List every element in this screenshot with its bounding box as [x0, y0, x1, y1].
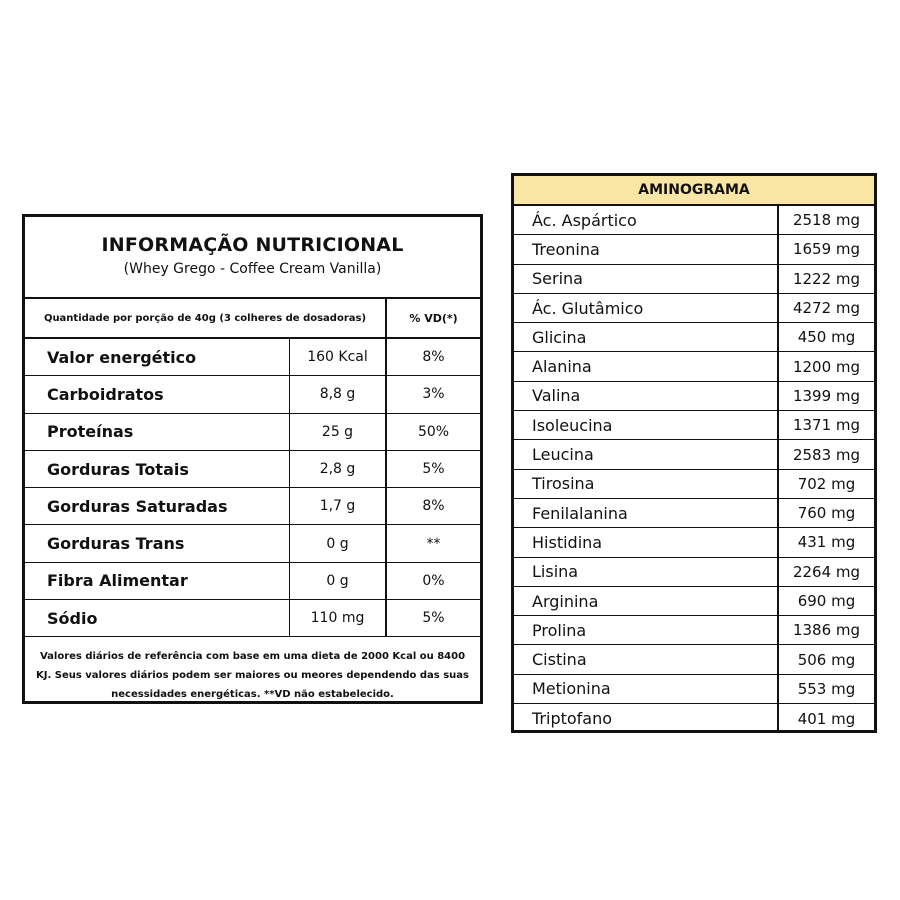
- nutrient-row: [25, 600, 480, 637]
- amino-acid-value: 2518 mg: [792, 211, 861, 230]
- amino-acid-name: Cistina: [514, 645, 779, 673]
- aminogram-table: [511, 173, 877, 733]
- amino-acid-value: 506 mg: [797, 650, 856, 669]
- nutrition-header: [25, 217, 480, 299]
- nutrient-vd: 5%: [422, 610, 445, 627]
- amino-acid-value: 1222 mg: [792, 269, 861, 288]
- nutrient-row: [25, 525, 480, 562]
- nutrition-title: INFORMAÇÃO NUTRICIONAL: [101, 234, 404, 256]
- nutrient-row: [25, 376, 480, 413]
- amino-acid-name: Treonina: [514, 235, 779, 263]
- amino-acid-value: 431 mg: [797, 533, 856, 552]
- amino-acid-name: Tirosina: [514, 470, 779, 498]
- nutrient-row: [25, 563, 480, 600]
- vd-header: % VD(*): [409, 311, 458, 325]
- nutrient-amount: 1,7 g: [290, 488, 387, 524]
- amino-acid-value: 690 mg: [797, 592, 856, 610]
- nutrient-vd: 3%: [422, 386, 445, 403]
- nutrient-name: Gorduras Trans: [25, 525, 290, 561]
- amino-acid-row: [514, 323, 874, 352]
- nutrient-amount: 8,8 g: [290, 376, 387, 412]
- nutrient-name: Gorduras Saturadas: [25, 488, 290, 524]
- amino-acid-row: [514, 411, 874, 440]
- amino-acid-name: Valina: [514, 382, 779, 410]
- nutrient-amount: 0 g: [290, 525, 387, 561]
- amino-acid-value: 401 mg: [797, 709, 856, 728]
- amino-acid-name: Triptofano: [514, 704, 779, 733]
- amino-acid-row: [514, 499, 874, 528]
- amino-acid-row: [514, 587, 874, 616]
- nutrient-rows: [25, 339, 480, 637]
- nutrient-name: Proteínas: [25, 414, 290, 450]
- amino-acid-row: [514, 352, 874, 381]
- amino-acid-value: 4272 mg: [792, 299, 861, 318]
- nutrient-row: [25, 451, 480, 488]
- amino-acid-row: [514, 675, 874, 704]
- nutrient-row: [25, 414, 480, 451]
- nutrient-vd: 50%: [417, 423, 450, 440]
- amino-acid-row: [514, 265, 874, 294]
- nutrient-name: Sódio: [25, 600, 290, 636]
- amino-acid-name: Ác. Aspártico: [514, 206, 779, 234]
- nutrient-row: [25, 488, 480, 525]
- nutrient-vd: 0%: [422, 572, 445, 589]
- nutrient-name: Fibra Alimentar: [25, 563, 290, 599]
- amino-acid-name: Arginina: [514, 587, 779, 615]
- amino-acid-name: Leucina: [514, 440, 779, 468]
- amino-acid-name: Fenilalanina: [514, 499, 779, 527]
- amino-acid-value: 1200 mg: [792, 357, 861, 376]
- nutrient-name: Carboidratos: [25, 376, 290, 412]
- amino-acid-name: Metionina: [514, 675, 779, 703]
- amino-acid-row: [514, 382, 874, 411]
- amino-acid-row: [514, 528, 874, 557]
- nutrient-amount: 160 Kcal: [290, 339, 387, 375]
- nutrient-vd: 8%: [422, 349, 445, 366]
- amino-acid-value: 702 mg: [797, 474, 856, 493]
- amino-acid-name: Prolina: [514, 616, 779, 644]
- nutrient-row: [25, 339, 480, 376]
- amino-acid-value: 1659 mg: [792, 240, 861, 259]
- nutrient-vd: **: [426, 535, 441, 552]
- amino-acid-name: Isoleucina: [514, 411, 779, 439]
- nutrient-amount: 2,8 g: [290, 451, 387, 487]
- nutrition-facts-table: [22, 214, 483, 704]
- amino-acid-name: Glicina: [514, 323, 779, 351]
- amino-acid-name: Ác. Glutâmico: [514, 294, 779, 322]
- nutrition-footnote: Valores diários de referência com base em uma dieta de 2000 Kcal ou 8400 KJ. Seus valores diários podem ser maiores ou meores dependendo das suas necessidades energéticas. **VD não estabelecido.: [36, 651, 469, 701]
- amino-acid-row: [514, 704, 874, 733]
- nutrition-subtitle: (Whey Grego - Coffee Cream Vanilla): [123, 261, 382, 277]
- nutrient-vd: 8%: [422, 498, 445, 515]
- amino-acid-row: [514, 440, 874, 469]
- amino-acid-value: 450 mg: [797, 328, 856, 347]
- nutrient-amount: 0 g: [290, 563, 387, 599]
- amino-acid-value: 1386 mg: [792, 621, 861, 640]
- amino-acid-value: 1399 mg: [792, 386, 861, 405]
- amino-acid-name: Serina: [514, 265, 779, 293]
- amino-acid-name: Lisina: [514, 558, 779, 586]
- amino-acid-value: 1371 mg: [792, 416, 861, 435]
- amino-acid-value: 2583 mg: [792, 445, 861, 464]
- amino-acid-row: [514, 206, 874, 235]
- amino-acid-row: [514, 645, 874, 674]
- amino-acid-value: 2264 mg: [792, 562, 861, 581]
- nutrient-name: Gorduras Totais: [25, 451, 290, 487]
- amino-acid-rows: [514, 206, 874, 733]
- nutrient-name: Valor energético: [25, 339, 290, 375]
- aminogram-title: AMINOGRAMA: [514, 176, 874, 206]
- amino-acid-row: [514, 235, 874, 264]
- nutrient-amount: 110 mg: [290, 600, 387, 636]
- serving-size: Quantidade por porção de 40g (3 colheres de dosadoras): [25, 299, 387, 337]
- amino-acid-row: [514, 294, 874, 323]
- amino-acid-name: Alanina: [514, 352, 779, 380]
- amino-acid-row: [514, 558, 874, 587]
- amino-acid-row: [514, 616, 874, 645]
- serving-row: [25, 299, 480, 339]
- amino-acid-value: 553 mg: [797, 679, 856, 698]
- amino-acid-row: [514, 470, 874, 499]
- amino-acid-value: 760 mg: [797, 504, 856, 523]
- nutrient-amount: 25 g: [290, 414, 387, 450]
- nutrient-vd: 5%: [422, 461, 445, 478]
- amino-acid-name: Histidina: [514, 528, 779, 556]
